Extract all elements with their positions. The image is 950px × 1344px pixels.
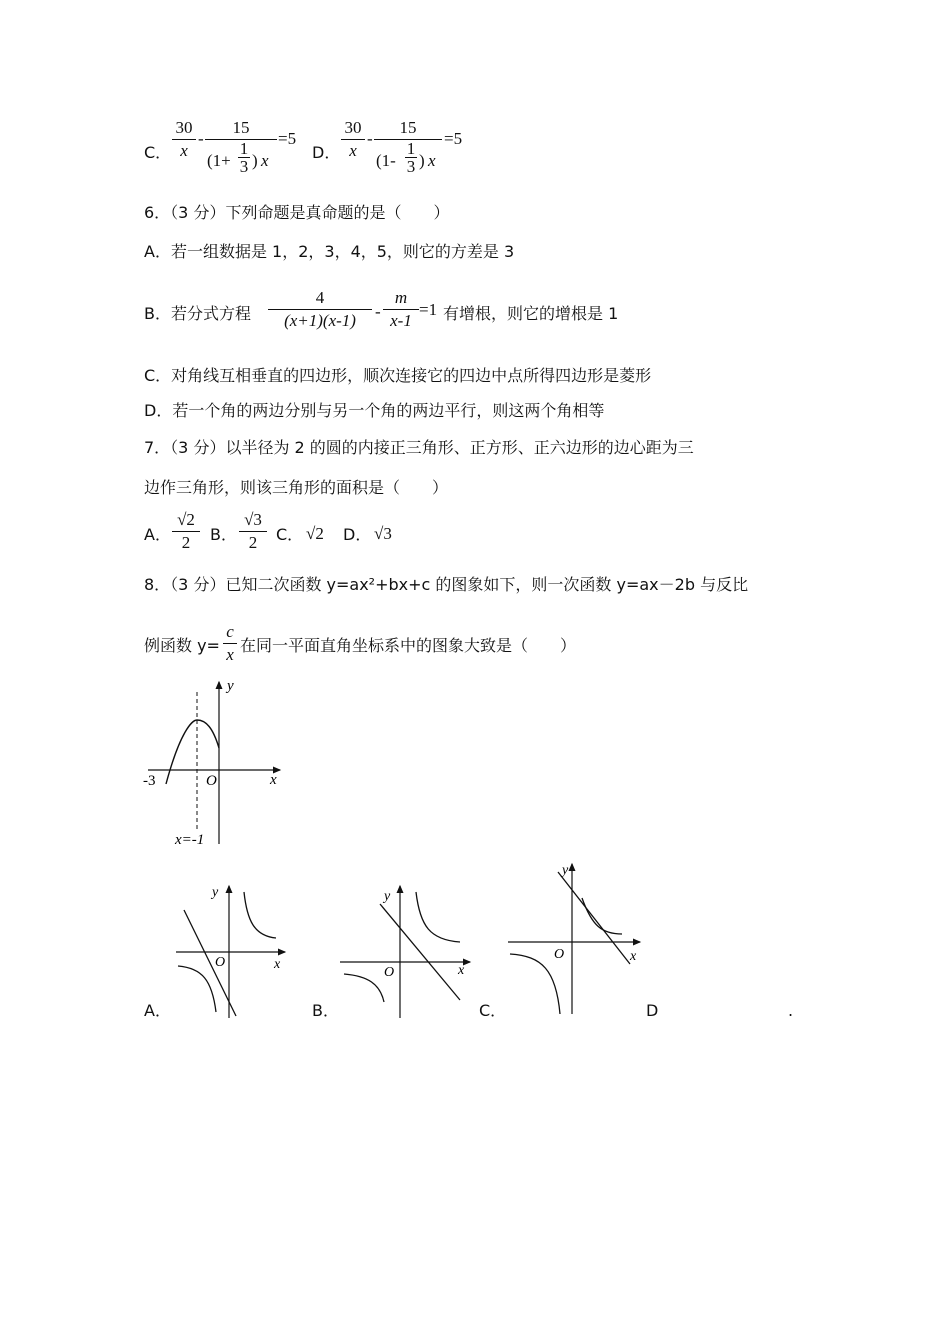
q8-option-a-label: A． xyxy=(144,1001,171,1020)
q8-stem-line1: 8．（3 分）已知二次函数 y=ax²+bx+c 的图象如下，则一次函数 y=ax－2b 与反比 xyxy=(144,575,749,594)
graph-x-label: x xyxy=(270,772,277,788)
q7-stem-line2: 边作三角形，则该三角形的面积是（ ） xyxy=(144,478,449,497)
q8-option-c-label: C． xyxy=(479,1001,507,1020)
q5-option-d-label: D． xyxy=(312,143,341,162)
opt-x-label: x xyxy=(630,949,637,964)
opt-origin-label: O xyxy=(554,947,565,962)
opt-origin-label: O xyxy=(215,955,226,970)
q5-c-minus: - xyxy=(198,129,204,148)
linear-function-line xyxy=(380,904,460,1000)
graph-origin-label: O xyxy=(206,773,217,789)
opt-y-label: y xyxy=(384,889,391,904)
q5-c-eq: =5 xyxy=(278,129,297,148)
q5-c-frac-a: 30 x xyxy=(172,118,196,161)
q8-parabola-graph xyxy=(140,672,290,852)
hyperbola-branch-lower xyxy=(344,974,384,1002)
q6-option-a: A．若一组数据是 1，2，3，4，5，则它的方差是 3 xyxy=(144,242,515,261)
hyperbola-branch-upper xyxy=(244,892,276,938)
hyperbola-branch-upper xyxy=(416,892,460,942)
q7-option-d-value: √3 xyxy=(374,524,392,543)
q8-stem-frac: c x xyxy=(223,622,237,665)
q7-b-frac: √3 2 xyxy=(239,510,267,553)
q7-option-a-label: A． xyxy=(144,525,171,544)
q7-option-c-label: C． xyxy=(276,525,304,544)
q5-d-minus: - xyxy=(367,129,373,148)
opt-x-label: x xyxy=(274,957,281,972)
q6-b-frac1: 4 (x+1)(x-1) xyxy=(268,288,372,331)
q6-option-c: C．对角线互相垂直的四边形，顺次连接它的四边中点所得四边形是菱形 xyxy=(144,366,652,385)
hyperbola-branch-lower xyxy=(510,954,560,1014)
q5-d-frac-a: 30 x xyxy=(341,118,365,161)
q7-option-c-value: √2 xyxy=(306,524,324,543)
q6-stem: 6．（3 分）下列命题是真命题的是（ ） xyxy=(144,203,450,222)
q6-option-b-pre: B．若分式方程 xyxy=(144,304,251,323)
q6-b-frac2: m x-1 xyxy=(383,288,419,331)
q7-a-frac: √2 2 xyxy=(172,510,200,553)
opt-x-label: x xyxy=(458,963,465,978)
q8-option-a-graph xyxy=(170,880,290,1020)
q5-option-c-label: C． xyxy=(144,143,172,162)
q5-d-eq: =5 xyxy=(444,129,463,148)
linear-function-line xyxy=(558,872,630,964)
q8-option-c-graph xyxy=(506,860,646,1020)
q8-option-b-label: B． xyxy=(312,1001,339,1020)
q8-option-d-label: D xyxy=(646,1001,659,1020)
q6-option-b-post: 有增根，则它的增根是 1 xyxy=(443,304,619,323)
q5-d-frac-b: 15 (1- 1 3 ) x xyxy=(374,118,442,185)
q8-options-end-dot: . xyxy=(788,1001,794,1020)
q8-stem-line2-pre: 例函数 y= xyxy=(144,636,220,655)
q7-option-b-label: B． xyxy=(210,525,237,544)
graph-root-label: -3 xyxy=(143,773,156,789)
opt-origin-label: O xyxy=(384,965,395,980)
q7-option-d-label: D． xyxy=(343,525,372,544)
hyperbola-branch-lower xyxy=(178,966,216,1012)
graph-y-label: y xyxy=(227,678,234,694)
graph-axis-label: x=-1 xyxy=(175,832,205,848)
linear-function-line xyxy=(184,910,236,1016)
q8-option-b-graph xyxy=(338,880,478,1020)
opt-y-label: y xyxy=(562,863,569,878)
q6-option-d: D．若一个角的两边分别与另一个角的两边平行，则这两个角相等 xyxy=(144,401,605,420)
q6-b-minus: - xyxy=(375,302,381,321)
q8-stem-line2-post: 在同一平面直角坐标系中的图象大致是（ ） xyxy=(240,636,577,655)
opt-y-label: y xyxy=(212,885,219,900)
q5-c-frac-b: 15 (1+ 1 3 ) x xyxy=(205,118,277,185)
q7-stem-line1: 7．（3 分）以半径为 2 的圆的内接正三角形、正方形、正六边形的边心距为三 xyxy=(144,438,694,457)
q6-b-eq: =1 xyxy=(419,300,438,319)
